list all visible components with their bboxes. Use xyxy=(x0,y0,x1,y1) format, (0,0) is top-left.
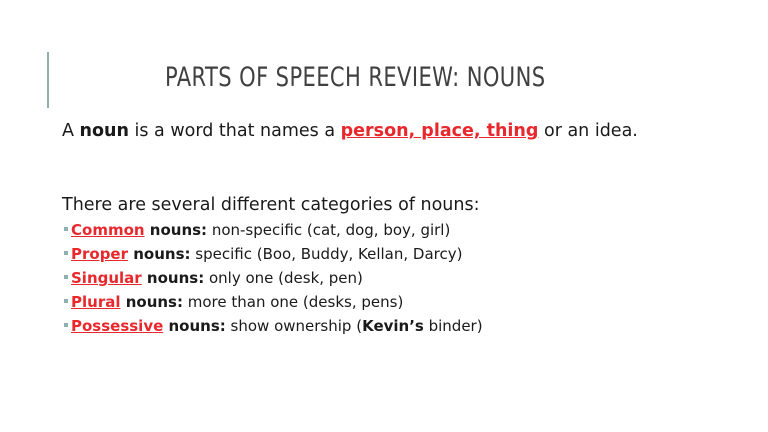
list-item xyxy=(62,314,742,338)
category-desc: more than one (desks, pens) xyxy=(182,293,404,311)
definition-prefix: A xyxy=(62,121,80,141)
slide-title: PARTS OF SPEECH REVIEW: NOUNS xyxy=(165,62,546,93)
category-label: nouns: xyxy=(141,269,205,287)
slide-body xyxy=(62,119,742,338)
categories-intro: There are several different categories of nouns: xyxy=(62,195,480,215)
definition-keyword: noun xyxy=(79,121,129,141)
category-term: Proper xyxy=(71,245,129,263)
list-item xyxy=(62,218,742,242)
category-label: nouns: xyxy=(120,293,183,311)
category-desc-bold: Kevin’s xyxy=(362,317,424,335)
list-item xyxy=(62,266,742,290)
category-term: Singular xyxy=(71,269,142,287)
category-term: Possessive xyxy=(71,317,164,335)
bullet-icon xyxy=(64,323,68,327)
bullet-icon xyxy=(64,299,68,303)
list-item xyxy=(62,290,742,314)
definition-suffix: or an idea. xyxy=(538,121,638,141)
list-item xyxy=(62,242,742,266)
category-label: nouns: xyxy=(163,317,226,335)
category-desc: specific (Boo, Buddy, Kellan, Darcy) xyxy=(190,245,463,263)
category-desc-post: binder) xyxy=(423,317,483,335)
category-desc-pre: show ownership ( xyxy=(225,317,363,335)
accent-line xyxy=(47,52,49,108)
category-desc: non-specific (cat, dog, boy, girl) xyxy=(207,221,451,239)
bullet-icon xyxy=(64,251,68,255)
definition-highlight: person, place, thing xyxy=(340,121,539,141)
category-label: nouns: xyxy=(128,245,191,263)
definition-middle: is a word that names a xyxy=(128,121,341,141)
bullet-icon xyxy=(64,275,68,279)
bullet-icon xyxy=(64,227,68,231)
noun-definition xyxy=(62,119,742,143)
category-desc: only one (desk, pen) xyxy=(204,269,363,287)
category-label: nouns: xyxy=(144,221,208,239)
categories-list xyxy=(62,218,742,338)
category-term: Plural xyxy=(71,293,121,311)
category-term: Common xyxy=(71,221,145,239)
